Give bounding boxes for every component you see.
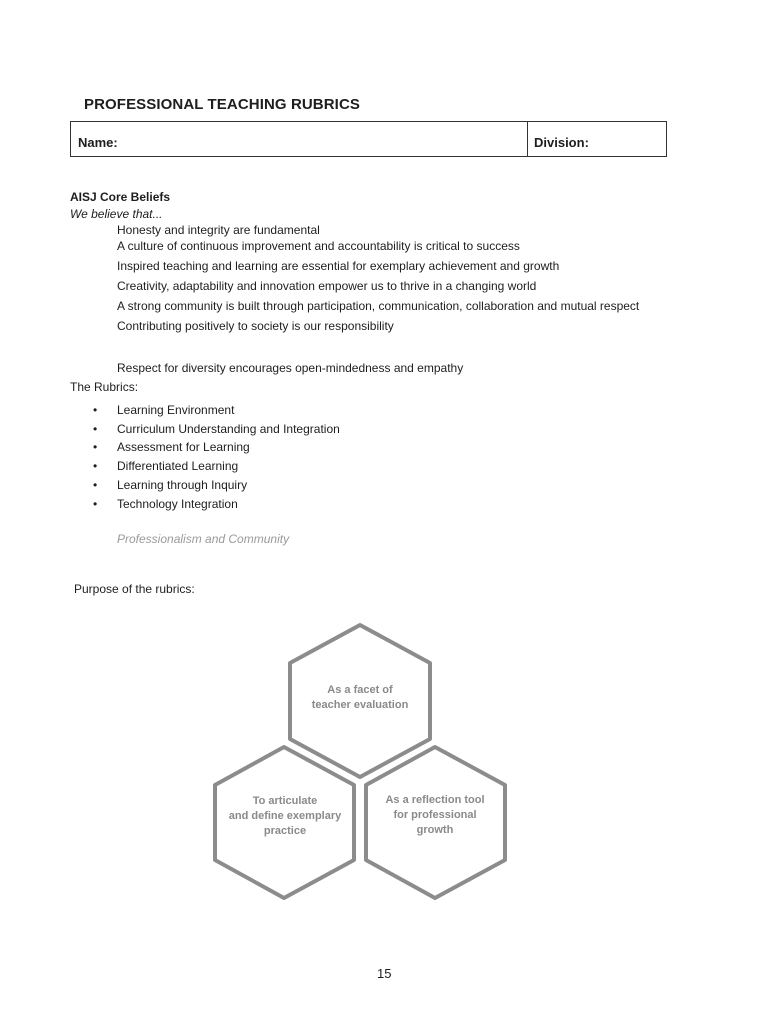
hex-label-line: As a facet of: [327, 684, 393, 696]
page-number: 15: [377, 966, 392, 981]
rubric-item: Technology Integration: [117, 497, 238, 511]
header-box: [70, 121, 667, 157]
core-beliefs-title: AISJ Core Beliefs: [70, 190, 171, 204]
rubric-item: Learning through Inquiry: [117, 478, 248, 492]
rubric-item: Curriculum Understanding and Integration: [117, 422, 340, 436]
belief-item: A culture of continuous improvement and accountability is critical to success: [117, 239, 520, 253]
bullet: •: [93, 497, 98, 511]
header-divider: [527, 122, 528, 156]
belief-item: Inspired teaching and learning are essential for exemplary achievement and growth: [117, 259, 560, 273]
bullet: •: [93, 459, 98, 473]
core-beliefs-intro: We believe that...: [70, 207, 163, 221]
belief-item: Creativity, adaptability and innovation empower us to thrive in a changing world: [117, 279, 537, 293]
rubric-item-faded: Professionalism and Community: [117, 532, 290, 546]
hex-label-line: growth: [416, 824, 454, 836]
hexagon-top-label: [290, 683, 430, 713]
rubric-item: Differentiated Learning: [117, 459, 239, 473]
belief-item: A strong community is built through participation, communication, collaboration and mutual respect: [117, 299, 640, 313]
page-title: PROFESSIONAL TEACHING RUBRICS: [84, 96, 360, 113]
bullet: •: [93, 403, 98, 417]
hexagon-left-label: [215, 794, 355, 839]
bullet: •: [93, 440, 98, 454]
hex-label-line: and define exemplary: [228, 810, 342, 822]
hex-label-line: for professional: [393, 809, 477, 821]
bullet: •: [93, 422, 98, 436]
hexagon-right-label: [365, 793, 505, 838]
rubric-item: Assessment for Learning: [117, 440, 250, 454]
hex-label-line: teacher evaluation: [311, 699, 409, 711]
division-label: Division:: [534, 135, 589, 150]
belief-item: Contributing positively to society is our responsibility: [117, 319, 394, 333]
hex-label-line: To articulate: [252, 795, 318, 807]
rubric-item: Learning Environment: [117, 403, 235, 417]
belief-item: Respect for diversity encourages open-mindedness and empathy: [117, 361, 464, 375]
rubrics-label: The Rubrics:: [70, 380, 139, 394]
hexagon-diagram: [200, 615, 520, 905]
bullet: •: [93, 478, 98, 492]
purpose-diagram: [200, 615, 520, 905]
belief-item: Honesty and integrity are fundamental: [117, 223, 320, 237]
purpose-label: Purpose of the rubrics:: [74, 582, 195, 596]
hex-label-line: As a reflection tool: [385, 794, 485, 806]
hex-label-line: practice: [263, 825, 307, 837]
name-label: Name:: [78, 135, 118, 150]
